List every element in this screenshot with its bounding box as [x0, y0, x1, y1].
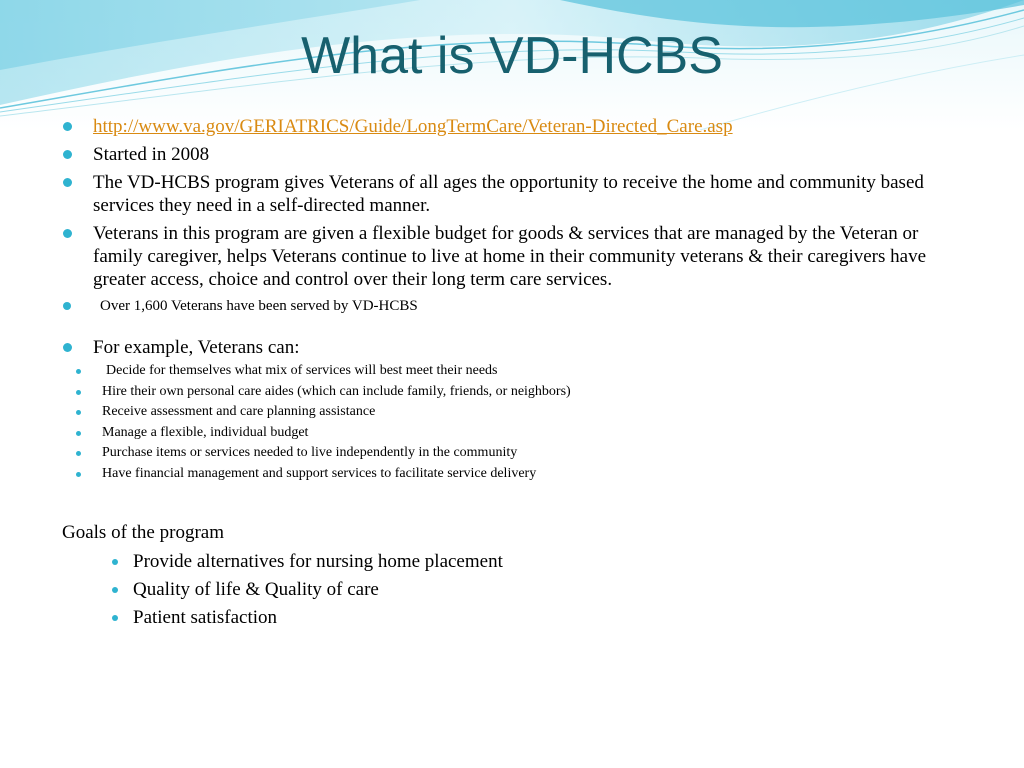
bullet-icon — [112, 587, 118, 593]
bullet-icon — [76, 410, 81, 415]
list-item — [62, 115, 962, 138]
bullet-icon — [63, 302, 71, 310]
bullet-icon — [76, 431, 81, 436]
list-item — [62, 222, 962, 291]
bullet-icon — [112, 615, 118, 621]
served-text: Over 1,600 Veterans have been served by VD-HCBS — [100, 298, 418, 314]
bullet-icon — [76, 472, 81, 477]
sub-list-item: Hire their own personal care aides (which can include family, friends, or neighbors) — [62, 382, 962, 403]
goals-heading: Goals of the program — [62, 521, 224, 543]
bullet-icon — [76, 451, 81, 456]
example-sub-list — [62, 361, 962, 485]
list-item — [62, 296, 962, 316]
goal-item: Provide alternatives for nursing home placement — [62, 550, 962, 573]
sub-list-item: Have financial management and support services to facilitate service delivery — [62, 464, 962, 485]
budget-text: Veterans in this program are given a flexible budget for goods & services that are managed by the Veteran or family caregiver, helps Veterans continue to live at home in their community veterans & their caregivers have greater access, choice and control over their long term care services. — [93, 223, 927, 290]
bullet-icon — [63, 343, 72, 352]
bullet-icon — [76, 390, 81, 395]
sub-list-item: Purchase items or services needed to live independently in the community — [62, 443, 962, 464]
page-title: What is VD-HCBS — [301, 27, 723, 85]
goal-item: Quality of life & Quality of care — [62, 578, 962, 601]
goals-list — [62, 550, 962, 629]
list-item — [62, 171, 962, 217]
program-text: The VD-HCBS program gives Veterans of all ages the opportunity to receive the home and community based services they need in a self-directed manner. — [93, 172, 924, 216]
goal-item: Patient satisfaction — [62, 606, 962, 629]
bullet-icon — [112, 559, 118, 565]
va-guide-link[interactable]: http://www.va.gov/GERIATRICS/Guide/LongTermCare/Veteran-Directed_Care.asp — [93, 116, 733, 137]
bullet-icon — [63, 150, 72, 159]
example-text: For example, Veterans can: — [93, 337, 300, 358]
list-item — [62, 336, 962, 485]
sub-list-item: Receive assessment and care planning assistance — [62, 402, 962, 423]
sub-list-item: Decide for themselves what mix of services will best meet their needs — [62, 361, 962, 382]
slide-content — [62, 115, 962, 634]
bullet-icon — [63, 178, 72, 187]
bullet-icon — [76, 369, 81, 374]
list-item — [62, 143, 962, 166]
bullet-icon — [63, 229, 72, 238]
started-text: Started in 2008 — [93, 144, 210, 165]
bullet-icon — [63, 122, 72, 131]
sub-list-item: Manage a flexible, individual budget — [62, 423, 962, 444]
main-bullet-list — [62, 115, 962, 485]
